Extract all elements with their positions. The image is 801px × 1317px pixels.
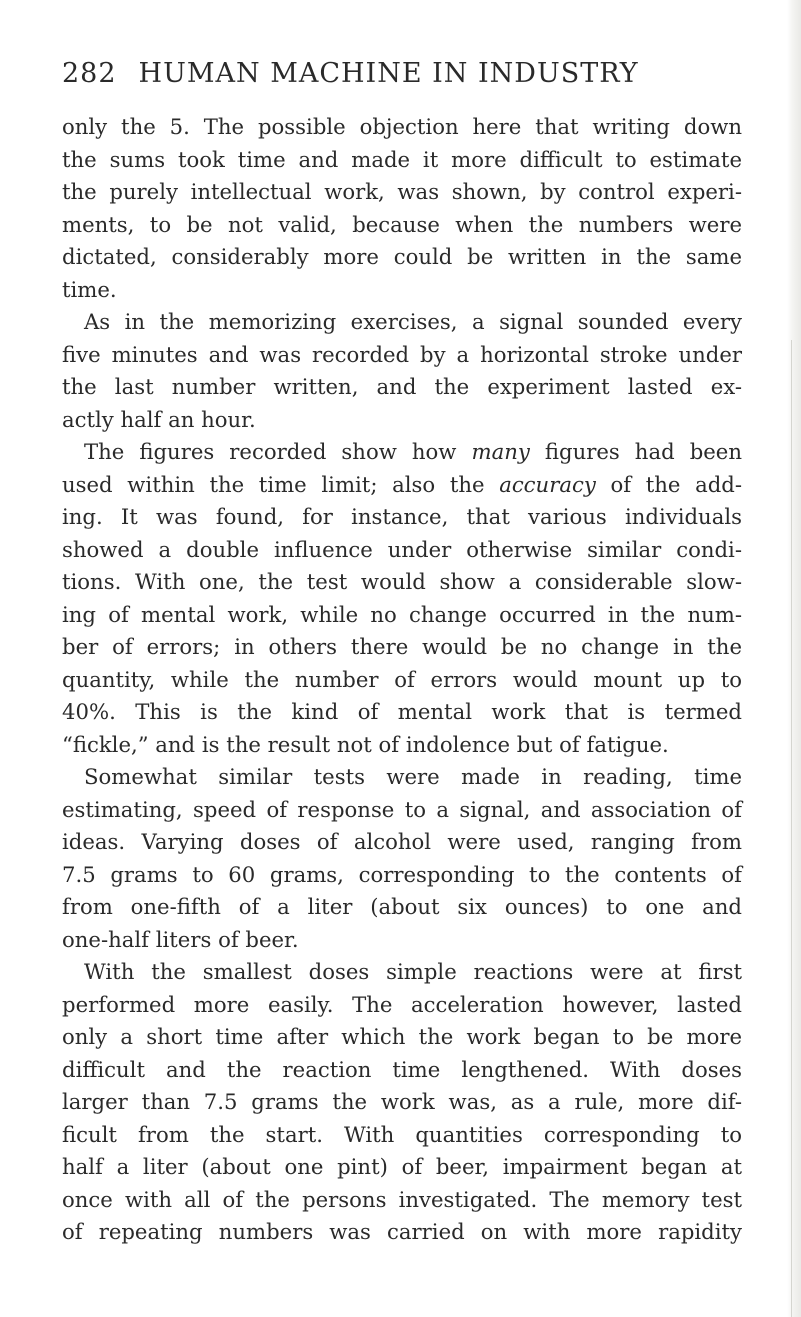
text-line: once with all of the persons investigated. The memory test: [62, 1186, 742, 1212]
text-line: difficult and the reaction time lengthened. With doses: [62, 1056, 742, 1082]
text-line: the purely intellectual work, was shown, by control experi-: [62, 179, 742, 204]
text-line: time.: [62, 276, 117, 302]
text-line: of repeating numbers was carried on with more rapidity: [62, 1219, 742, 1244]
emphasis-accuracy: accuracy: [499, 471, 596, 497]
text-line: only a short time after which the work began to be more: [62, 1024, 742, 1049]
text-line: estimating, speed of response to a signal, and association of: [62, 796, 742, 822]
body-text: [62, 111, 742, 1249]
text-line: [62, 469, 742, 502]
text-line: performed more easily. The acceleration however, lasted: [62, 991, 742, 1017]
text-line: ber of errors; in others there would be no change in the: [62, 634, 742, 659]
text-line: the last number written, and the experiment lasted ex-: [62, 374, 742, 399]
text-line: [62, 436, 742, 469]
text-span: figures had been: [529, 439, 742, 464]
text-line: With the smallest doses simple reactions were at first: [84, 959, 742, 984]
text-line: “fickle,” and is the result not of indolence but of fatigue.: [62, 731, 669, 757]
text-span: The figures recorded show how: [84, 439, 472, 464]
text-span: used within the time limit; also the: [62, 471, 500, 497]
running-title: HUMAN MACHINE IN INDUSTRY: [138, 58, 639, 89]
text-line: ing. It was found, for instance, that various individuals: [62, 504, 742, 529]
text-line: quantity, while the number of errors would mount up to: [62, 666, 742, 692]
text-line: tions. With one, the test would show a considerable slow-: [62, 569, 742, 594]
text-line: the sums took time and made it more difficult to estimate: [62, 146, 742, 172]
text-line: larger than 7.5 grams the work was, as a rule, more dif-: [62, 1089, 742, 1114]
text-span: of the add-: [595, 471, 742, 497]
text-line: ing of mental work, while no change occurred in the num-: [62, 601, 742, 627]
text-line: half a liter (about one pint) of beer, impairment began at: [62, 1154, 742, 1179]
page-number: 282: [62, 58, 117, 89]
text-line: Somewhat similar tests were made in reading, time: [84, 764, 742, 789]
text-line: only the 5. The possible objection here that writing down: [62, 114, 742, 139]
text-line: showed a double influence under otherwise similar condi-: [62, 536, 742, 562]
page-binding-line: [791, 340, 792, 1317]
emphasis-many: many: [471, 439, 530, 464]
page-binding-edge: [787, 0, 801, 1317]
text-line: actly half an hour.: [62, 406, 256, 432]
text-line: 7.5 grams to 60 grams, corresponding to the contents of: [62, 861, 742, 887]
text-line: ficult from the start. With quantities corresponding to: [62, 1121, 742, 1147]
text-line: dictated, considerably more could be written in the same: [62, 244, 742, 269]
text-line: 40%. This is the kind of mental work that is termed: [62, 699, 742, 724]
text-line: five minutes and was recorded by a horizontal stroke under: [62, 341, 742, 367]
text-line: ideas. Varying doses of alcohol were used, ranging from: [62, 829, 742, 854]
running-header: [62, 58, 639, 89]
text-line: As in the memorizing exercises, a signal sounded every: [84, 309, 742, 334]
text-line: ments, to be not valid, because when the numbers were: [62, 211, 742, 237]
text-line: one-half liters of beer.: [62, 926, 299, 952]
text-line: from one-fifth of a liter (about six ounces) to one and: [62, 894, 742, 919]
